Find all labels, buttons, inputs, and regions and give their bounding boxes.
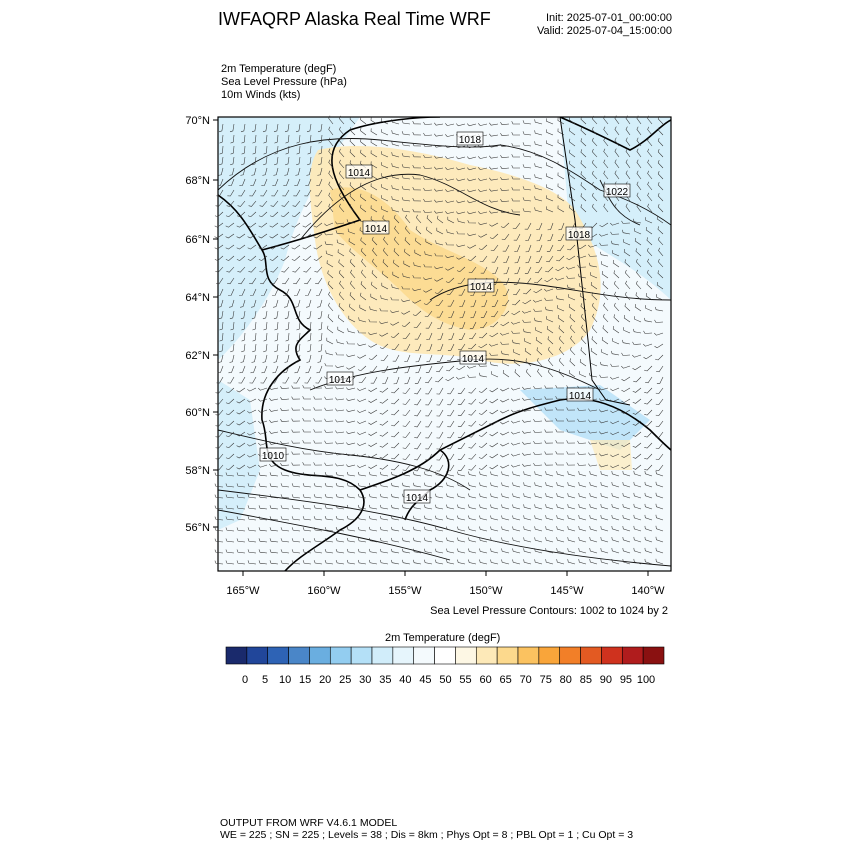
colorbar-tick-label: 20	[319, 674, 332, 686]
colorbar-tick-label: 85	[579, 674, 592, 686]
isobar-label: 1014	[469, 282, 493, 293]
isobar-label: 1014	[568, 391, 592, 402]
lon-label: 155°W	[388, 585, 422, 597]
colorbar-tick-label: 75	[539, 674, 552, 686]
colorbar-tick-label: 80	[559, 674, 572, 686]
lon-label: 160°W	[307, 585, 341, 597]
colorbar-tick-label: 70	[519, 674, 532, 686]
colorbar-tick-label: 10	[278, 674, 292, 686]
lat-label: 64°N	[185, 292, 210, 304]
isobar-label: 1014	[347, 168, 371, 179]
isobar-label: 1014	[405, 493, 429, 504]
colorbar-tick-label: 35	[379, 674, 392, 686]
colorbar-swatch	[497, 647, 518, 664]
colorbar-tick-label: 30	[359, 674, 372, 686]
colorbar-swatch	[289, 647, 310, 664]
colorbar-tick-label: 100	[636, 674, 656, 686]
colorbar-swatch	[539, 647, 560, 664]
colorbar-swatch	[455, 647, 476, 664]
isobar-label: 1010	[261, 451, 285, 462]
colorbar-tick-label: 90	[599, 674, 613, 686]
lon-label: 140°W	[631, 585, 665, 597]
colorbar-tick-label: 0	[241, 674, 249, 686]
lat-label: 62°N	[185, 350, 210, 362]
map-title: IWFAQRP Alaska Real Time WRF	[218, 9, 491, 29]
lat-label: 68°N	[185, 175, 210, 187]
colorbar-swatch	[643, 647, 664, 664]
colorbar-swatch	[476, 647, 497, 664]
lat-label: 70°N	[185, 115, 210, 127]
isobar-label: 1018	[458, 135, 482, 146]
colorbar-swatch	[560, 647, 581, 664]
isobar-label: 1018	[567, 230, 591, 241]
colorbar-swatch	[601, 647, 622, 664]
colorbar-tick-label: 60	[479, 674, 492, 686]
colorbar-tick-label: 95	[619, 674, 633, 686]
longitude-axis	[226, 571, 665, 597]
model-info	[220, 817, 633, 841]
model-version: OUTPUT FROM WRF V4.6.1 MODEL	[220, 817, 398, 829]
field-temperature: 2m Temperature (degF)	[221, 63, 337, 75]
colorbar-title: 2m Temperature (degF)	[385, 632, 501, 644]
colorbar-tick-label: 45	[419, 674, 432, 686]
colorbar-swatch	[435, 647, 456, 664]
lat-label: 58°N	[185, 465, 210, 477]
colorbar-tick-label: 65	[499, 674, 512, 686]
colorbar-tick-label: 40	[399, 674, 412, 686]
contour-note: Sea Level Pressure Contours: 1002 to 1024 by 2	[430, 605, 668, 617]
isobar-label: 1014	[461, 354, 485, 365]
colorbar-tick-label: 15	[299, 674, 312, 686]
lat-label: 56°N	[185, 522, 210, 534]
colorbar-swatch	[268, 647, 289, 664]
valid-time: Valid: 2025-07-04_15:00:00	[537, 25, 672, 37]
colorbar-swatch	[226, 647, 247, 664]
colorbar-swatch	[309, 647, 330, 664]
colorbar-tick-label: 5	[261, 674, 269, 686]
colorbar-tick-label: 25	[339, 674, 352, 686]
model-config: WE = 225 ; SN = 225 ; Levels = 38 ; Dis = 8km ; Phys Opt = 8 ; PBL Opt = 1 ; Cu Opt = 3	[220, 829, 634, 841]
isobar-label: 1014	[364, 224, 388, 235]
lat-label: 66°N	[185, 234, 210, 246]
isobar-label: 1014	[328, 375, 352, 386]
field-winds: 10m Winds (kts)	[221, 89, 301, 101]
colorbar-swatch	[372, 647, 393, 664]
colorbar-swatch	[393, 647, 414, 664]
colorbar	[226, 647, 664, 664]
map-plot-area	[218, 117, 671, 571]
isobar-label: 1022	[605, 187, 629, 198]
colorbar-labels	[0, 674, 850, 688]
colorbar-swatch	[622, 647, 643, 664]
colorbar-tick-label: 55	[459, 674, 472, 686]
colorbar-swatch	[518, 647, 539, 664]
init-time: Init: 2025-07-01_00:00:00	[546, 12, 672, 24]
latitude-axis	[185, 115, 218, 534]
colorbar-swatch	[330, 647, 351, 664]
lat-label: 60°N	[185, 407, 210, 419]
colorbar-swatch	[414, 647, 435, 664]
lon-label: 145°W	[550, 585, 584, 597]
field-pressure: Sea Level Pressure (hPa)	[221, 76, 347, 88]
colorbar-swatch	[581, 647, 602, 664]
colorbar-swatch	[247, 647, 268, 664]
colorbar-tick-label: 50	[439, 674, 452, 686]
lon-label: 165°W	[226, 585, 260, 597]
colorbar-swatch	[351, 647, 372, 664]
lon-label: 150°W	[469, 585, 503, 597]
